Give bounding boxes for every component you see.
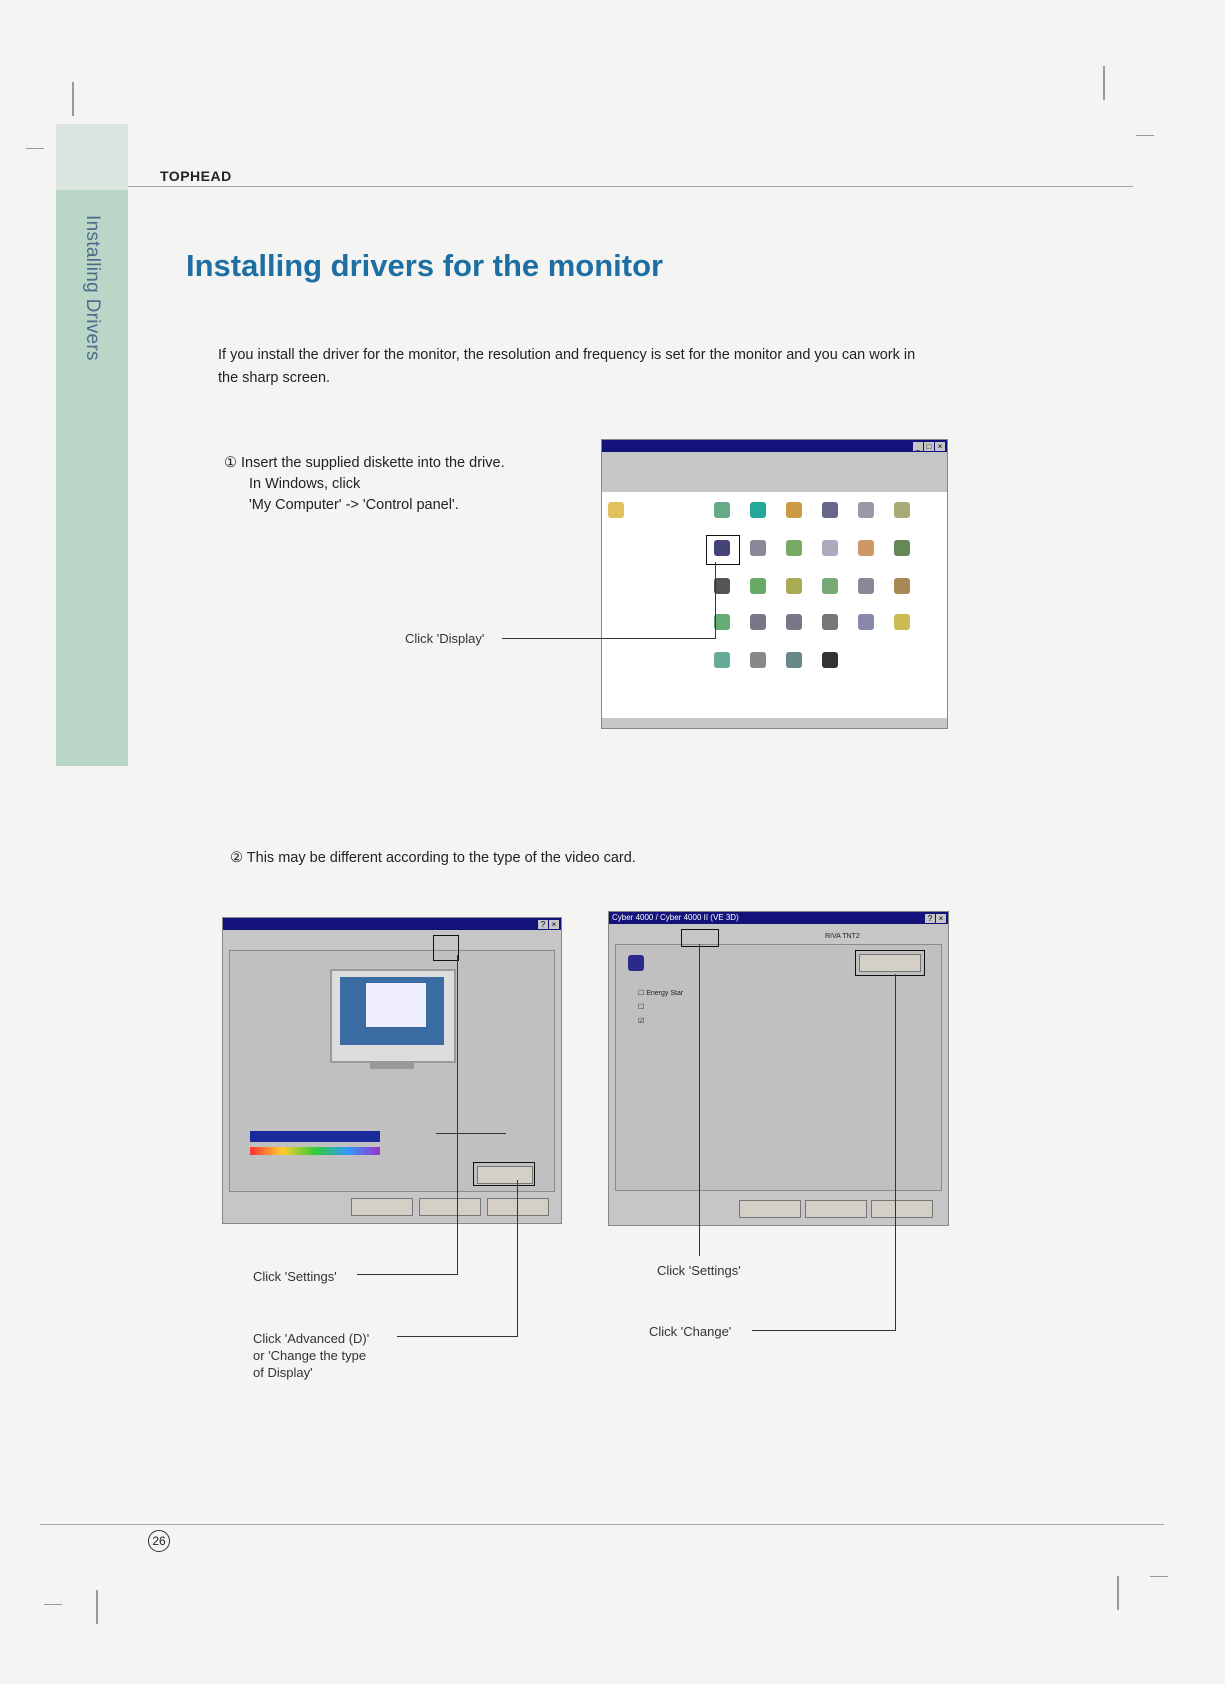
callout-display: Click 'Display' xyxy=(405,631,485,646)
control-panel-icon xyxy=(786,652,802,668)
energy-star-checkbox[interactable]: ☐ Energy Star xyxy=(638,990,684,997)
settings-panel xyxy=(229,950,555,1192)
side-tab-label: Installing Drivers xyxy=(82,215,103,361)
settings-tab-highlight xyxy=(681,929,719,947)
screen-window xyxy=(366,983,426,1027)
step-1-line-2: In Windows, click xyxy=(249,476,361,492)
control-panel-icon xyxy=(750,614,766,630)
apply-button[interactable] xyxy=(871,1200,933,1218)
control-panel-icon xyxy=(714,652,730,668)
window-titlebar: ? × xyxy=(223,918,561,930)
crop-mark xyxy=(26,148,44,149)
settings-tab-highlight xyxy=(433,935,459,961)
change-highlight xyxy=(855,950,925,976)
ok-button[interactable] xyxy=(351,1198,413,1216)
callout-line xyxy=(895,974,896,1331)
resolution-slider[interactable] xyxy=(436,1133,506,1134)
page-number: 26 xyxy=(148,1530,170,1552)
step-1 xyxy=(224,453,505,516)
step-1-line-1: Insert the supplied diskette into the drive. xyxy=(241,455,505,471)
intro-paragraph: If you install the driver for the monitor, the resolution and frequency is set for the monitor and you can work in the sharp screen. xyxy=(218,347,916,386)
crop-mark xyxy=(1103,66,1105,100)
control-panel-icon xyxy=(858,502,874,518)
display-highlight-box xyxy=(706,535,740,565)
callout-advanced xyxy=(253,1330,369,1381)
callout-advanced-line-3: of Display' xyxy=(253,1365,313,1380)
control-panel-icon xyxy=(750,540,766,556)
control-panel-icon xyxy=(822,652,838,668)
control-panel-icon xyxy=(786,578,802,594)
footer-rule xyxy=(40,1524,1164,1525)
control-panel-icon xyxy=(894,578,910,594)
window-titlebar: Cyber 4000 / Cyber 4000 II (VE 3D) ? × xyxy=(609,912,948,924)
energy-star-label: Energy Star xyxy=(646,990,684,997)
monitor-stand xyxy=(370,1061,414,1069)
toolbar xyxy=(602,452,947,492)
control-panel-icon xyxy=(822,502,838,518)
tab-row xyxy=(229,936,555,950)
control-panel-icon xyxy=(894,502,910,518)
ok-button[interactable] xyxy=(739,1200,801,1218)
control-panel-icon xyxy=(894,614,910,630)
control-panel-icon xyxy=(714,502,730,518)
display-properties-screenshot xyxy=(222,917,562,1224)
control-panel-icon xyxy=(750,578,766,594)
tab-row xyxy=(615,930,942,944)
callout-line xyxy=(517,1180,518,1337)
monitor-graphic xyxy=(330,969,456,1063)
page-title: Installing drivers for the monitor xyxy=(186,248,664,283)
callout-settings-right: Click 'Settings' xyxy=(657,1263,741,1278)
step-1-line-3: 'My Computer' -> 'Control panel'. xyxy=(249,497,459,513)
control-panel-icon xyxy=(858,540,874,556)
monitor-icon xyxy=(628,955,644,971)
callout-advanced-line-1: Click 'Advanced (D)' xyxy=(253,1331,370,1346)
control-panel-icon xyxy=(822,540,838,556)
callout-settings-left: Click 'Settings' xyxy=(253,1269,337,1284)
crop-mark xyxy=(1136,135,1154,136)
brand-logo: TOPHEAD xyxy=(160,168,232,184)
apply-button[interactable] xyxy=(487,1198,549,1216)
control-panel-icon xyxy=(750,502,766,518)
control-panel-icon xyxy=(822,614,838,630)
step-2-text: This may be different according to the type of the video card. xyxy=(246,850,636,866)
control-panel-icon xyxy=(714,578,730,594)
control-panel-icon xyxy=(822,578,838,594)
monitor-properties-screenshot xyxy=(608,911,949,1226)
monitor-panel xyxy=(615,944,942,1191)
status-bar xyxy=(602,718,947,728)
control-panel-screenshot xyxy=(601,439,948,729)
control-panel-icon xyxy=(786,502,802,518)
crop-mark xyxy=(1150,1576,1168,1577)
color-dropdown[interactable] xyxy=(250,1131,380,1142)
callout-line xyxy=(502,638,715,639)
callout-line xyxy=(752,1330,896,1331)
cancel-button[interactable] xyxy=(419,1198,481,1216)
callout-line xyxy=(699,944,700,1256)
control-panel-icon xyxy=(858,578,874,594)
callout-line xyxy=(715,562,716,639)
window-title: Cyber 4000 / Cyber 4000 II (VE 3D) xyxy=(612,913,739,922)
control-panel-icon xyxy=(894,540,910,556)
step-2 xyxy=(230,850,636,866)
control-panel-icon xyxy=(750,652,766,668)
callout-advanced-line-2: or 'Change the type xyxy=(253,1348,367,1363)
crop-mark xyxy=(1117,1576,1119,1610)
advanced-highlight xyxy=(473,1162,535,1186)
control-panel-icon xyxy=(714,614,730,630)
step-1-number: ① xyxy=(224,455,237,471)
callout-line xyxy=(457,955,458,1275)
crop-mark xyxy=(72,82,74,116)
crop-mark xyxy=(96,1590,98,1624)
color-spectrum xyxy=(250,1147,380,1155)
control-panel-icon xyxy=(786,614,802,630)
window-titlebar: _ □ × xyxy=(602,440,947,452)
control-panel-icon xyxy=(786,540,802,556)
side-pane xyxy=(602,492,702,718)
option-checkbox[interactable]: ☐ xyxy=(638,1004,645,1011)
header-rule xyxy=(128,186,1133,187)
tab-riva[interactable]: RIVA TNT2 xyxy=(825,933,860,940)
callout-line xyxy=(397,1336,518,1337)
control-panel-icon xyxy=(858,614,874,630)
step-2-number: ② xyxy=(230,850,243,866)
callout-change: Click 'Change' xyxy=(649,1324,732,1339)
folder-icon xyxy=(608,502,624,518)
side-tab-header xyxy=(56,124,128,190)
cancel-button[interactable] xyxy=(805,1200,867,1218)
monitor-screen xyxy=(340,977,444,1045)
option-checkbox[interactable]: ☑ xyxy=(638,1018,645,1025)
crop-mark xyxy=(44,1604,62,1605)
callout-line xyxy=(357,1274,458,1275)
